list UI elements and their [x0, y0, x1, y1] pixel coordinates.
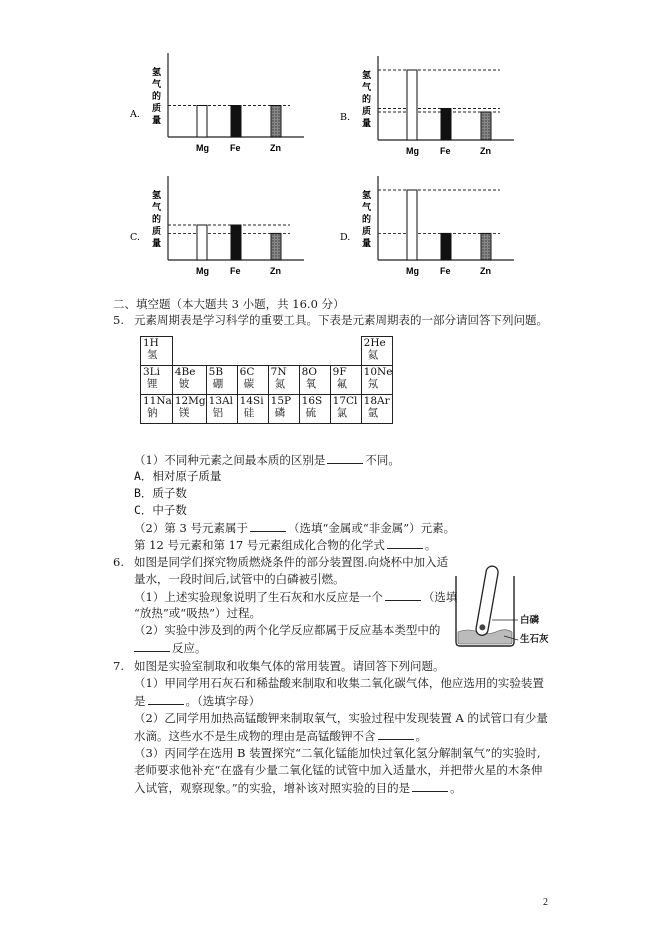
bar-mg [407, 190, 417, 260]
bar-fe [441, 109, 451, 141]
element-name: 磷 [274, 407, 286, 419]
q7-part3-line2: 老师要求他补充“在盛有少量二氧化锰的试管中加入适量水，并把带火星的木条伸 [134, 763, 543, 777]
element-symbol: 6C [239, 366, 255, 378]
element-symbol: 7N [270, 366, 287, 378]
x-tick-label: Mg [406, 266, 419, 276]
y-axis-label-char: 气 [152, 203, 162, 213]
chart-a [128, 45, 313, 170]
element-symbol: 14Si [239, 395, 264, 407]
q7-part1: （1）甲同学用石灰石和稀盐酸来制取和收集二氧化碳气体，他应选用的实验装置 [134, 676, 544, 690]
element-symbol: 12Mg [174, 395, 206, 407]
q5-option-a: A．相对原子质量 [134, 469, 222, 483]
element-name: 氮 [274, 378, 286, 390]
y-axis-label-char: 氢 [362, 71, 372, 81]
element-cell [268, 395, 299, 424]
answer-blank[interactable] [412, 780, 448, 792]
x-tick-label: Mg [196, 266, 209, 276]
element-symbol: 4Be [174, 366, 196, 378]
q6-part1-suffix: （选填 [422, 590, 458, 604]
chart-c-svg [128, 168, 313, 293]
x-tick-label: Zn [480, 146, 491, 156]
element-name: 硼 [212, 378, 224, 390]
q6-part1-cont: “放热”或“吸热”）过程。 [134, 606, 262, 620]
answer-blank[interactable] [134, 640, 170, 652]
q6-part1 [134, 589, 457, 604]
q5-formula-suffix: 。 [424, 538, 437, 552]
element-symbol: 8O [301, 366, 317, 378]
y-axis-label-char: 气 [362, 203, 372, 213]
element-symbol: 18Ar [363, 395, 390, 407]
element-symbol: 10Ne [363, 366, 393, 378]
element-cell [141, 337, 173, 366]
element-symbol: 17Cl [332, 395, 358, 407]
q5-number: 5. [113, 313, 124, 327]
bar-zn [271, 106, 281, 138]
element-name: 镁 [178, 407, 190, 419]
chart-option-label: B. [340, 112, 351, 123]
element-name: 碳 [243, 378, 255, 390]
empty-cell [237, 337, 268, 366]
y-axis-label-char: 质 [152, 227, 162, 237]
bar-zn [481, 233, 491, 260]
element-symbol: 3Li [143, 366, 161, 378]
element-symbol: 15P [270, 395, 292, 407]
y-axis-label-char: 量 [362, 239, 372, 249]
element-cell [299, 366, 330, 395]
page-number: 2 [543, 897, 548, 908]
q6-part2: （2）实验中涉及到的两个化学反应都属于反应基本类型中的 [134, 623, 441, 637]
q5-option-b: B．质子数 [134, 486, 187, 500]
y-axis-label-char: 氢 [362, 191, 372, 201]
element-name: 铍 [178, 378, 190, 390]
y-axis-label-char: 质 [362, 227, 372, 237]
element-cell [141, 395, 173, 424]
label-quicklime: 生石灰 [520, 634, 549, 645]
chart-b-svg [338, 48, 523, 173]
q7-part3-line3 [134, 780, 462, 795]
q6-part1-text: （1）上述实验现象说明了生石灰和水反应是一个 [134, 590, 383, 604]
x-tick-label: Mg [196, 143, 209, 153]
y-axis-label-char: 量 [152, 239, 162, 249]
element-symbol: 9F [332, 366, 347, 378]
y-axis-label-char: 气 [152, 80, 162, 90]
y-axis-label-char: 质 [152, 104, 162, 114]
element-cell [361, 395, 393, 424]
answer-blank[interactable] [327, 452, 363, 464]
empty-cell [206, 337, 237, 366]
q5-part2-formula [134, 537, 436, 552]
q5-part2 [134, 520, 455, 535]
element-cell [299, 395, 330, 424]
element-cell [330, 366, 361, 395]
chart-a-svg [128, 45, 313, 170]
bar-mg [407, 70, 417, 140]
answer-blank[interactable] [378, 728, 414, 740]
x-tick-label: Zn [480, 266, 491, 276]
element-symbol: 5B [208, 366, 224, 378]
y-axis-label-char: 的 [362, 215, 372, 225]
y-axis-label-char: 氢 [152, 68, 162, 78]
bar-mg [197, 225, 207, 260]
y-axis-label-char: 量 [152, 116, 162, 126]
element-name: 钠 [147, 407, 158, 419]
x-tick-label: Mg [406, 146, 419, 156]
q6-part2-suffix: 反应。 [172, 641, 207, 655]
q6-number: 6. [113, 555, 124, 569]
y-axis-label-char: 的 [152, 215, 162, 225]
chart-c [128, 168, 313, 293]
element-cell [141, 366, 173, 395]
q7-part1-cont [134, 693, 260, 708]
element-cell [268, 366, 299, 395]
element-cell [237, 366, 268, 395]
empty-cell [268, 337, 299, 366]
q6-part2-cont [134, 640, 207, 655]
q7-part2-text: 水滴。这些水不是生成物的理由是高锰酸钾不含 [134, 729, 376, 743]
q7-part2: （2）乙同学用加热高锰酸钾来制取氧气，实验过程中发现装置 A 的试管口有少量 [134, 711, 548, 725]
section-heading: 二、填空题（本大题共 3 小题，共 16.0 分） [113, 297, 345, 311]
q5-part1-text: （1）不同种元素之间最本质的区别是 [134, 453, 326, 467]
empty-cell [172, 337, 206, 366]
element-cell [237, 395, 268, 424]
element-name: 锂 [147, 378, 158, 390]
q5-stem: 元素周期表是学习科学的重要工具。下表是元素周期表的一部分请回答下列问题。 [134, 313, 548, 327]
answer-blank[interactable] [250, 520, 286, 532]
q7-part2-suffix: 。 [415, 729, 427, 743]
q7-part1-prefix: 是 [134, 694, 146, 708]
q7-part3-text: 入试管，观察现象。”的实验，增补该对照实验的目的是 [134, 781, 411, 795]
element-symbol: 11Na [143, 395, 172, 407]
element-symbol: 1H [143, 337, 159, 349]
q7-number: 7. [113, 659, 124, 673]
label-white-phosphorus: 白磷 [520, 615, 540, 626]
element-name: 氢 [147, 349, 158, 361]
bar-fe [231, 106, 241, 138]
q6-line2: 量水，一段时间后,试管中的白磷被引燃。 [134, 572, 345, 586]
q5-part1 [134, 452, 400, 467]
q7-part3-suffix: 。 [450, 781, 462, 795]
q7-stem: 如图是实验室制取和收集气体的常用装置。请回答下列问题。 [134, 659, 445, 673]
chart-option-label: C. [130, 232, 140, 243]
x-tick-label: Zn [270, 143, 281, 153]
bar-mg [197, 106, 207, 138]
element-cell [361, 366, 393, 395]
x-tick-label: Zn [270, 266, 281, 276]
element-symbol: 2He [363, 337, 386, 349]
y-axis-label-char: 质 [362, 107, 372, 117]
x-tick-label: Fe [230, 266, 241, 276]
q7-part1-suffix: 。（选填字母） [185, 694, 261, 708]
periodic-table [140, 336, 393, 424]
element-name: 硫 [305, 407, 317, 419]
answer-blank[interactable] [148, 693, 184, 705]
q5-part1-suffix: 不同。 [365, 453, 400, 467]
q7-part2-cont [134, 728, 427, 743]
x-tick-label: Fe [440, 146, 451, 156]
chart-b [338, 48, 523, 173]
empty-cell [299, 337, 330, 366]
q7-part3: （3）丙同学在选用 B 装置探究“二氧化锰能加快过氧化氢分解制氧气”的实验时, [134, 746, 541, 760]
y-axis-label-char: 气 [362, 83, 372, 93]
element-cell [206, 366, 237, 395]
q5-part2-suffix: （选填“金属或“非金属”）元素。 [287, 521, 456, 535]
element-symbol: 13Al [208, 395, 233, 407]
chart-option-label: A. [130, 109, 140, 120]
q5-option-c: C．中子数 [134, 503, 187, 517]
bar-zn [481, 112, 491, 140]
bar-zn [271, 233, 281, 260]
x-tick-label: Fe [230, 143, 241, 153]
q5-formula-text: 第 12 号元素和第 17 号元素组成化合物的化学式 [134, 538, 385, 552]
chart-d-svg [338, 168, 523, 293]
element-symbol: 16S [301, 395, 323, 407]
bar-fe [231, 225, 241, 260]
y-axis-label-char: 的 [152, 92, 162, 102]
y-axis-label-char: 量 [362, 119, 372, 129]
y-axis-label-char: 的 [362, 95, 372, 105]
apparatus-figure [448, 562, 568, 656]
x-tick-label: Fe [440, 266, 451, 276]
q6-line1: 如图是同学们探究物质燃烧条件的部分装置图.向烧杯中加入适 [134, 555, 449, 569]
empty-cell [330, 337, 361, 366]
element-name: 铝 [212, 407, 224, 419]
element-cell [361, 337, 393, 366]
element-cell [330, 395, 361, 424]
element-name: 氦 [367, 349, 379, 361]
chart-d [338, 168, 523, 293]
element-name: 硅 [243, 407, 255, 419]
element-name: 氧 [305, 378, 317, 390]
element-name: 氖 [367, 378, 379, 390]
q5-part2-text: （2）第 3 号元素属于 [134, 521, 248, 535]
element-name: 氟 [336, 378, 348, 390]
element-cell [206, 395, 237, 424]
answer-blank[interactable] [387, 537, 423, 549]
element-cell [172, 395, 206, 424]
element-name: 氯 [336, 407, 348, 419]
answer-blank[interactable] [385, 589, 421, 601]
y-axis-label-char: 氢 [152, 191, 162, 201]
bar-fe [441, 233, 451, 260]
element-name: 氩 [367, 407, 379, 419]
element-cell [172, 366, 206, 395]
chart-option-label: D. [340, 232, 351, 243]
